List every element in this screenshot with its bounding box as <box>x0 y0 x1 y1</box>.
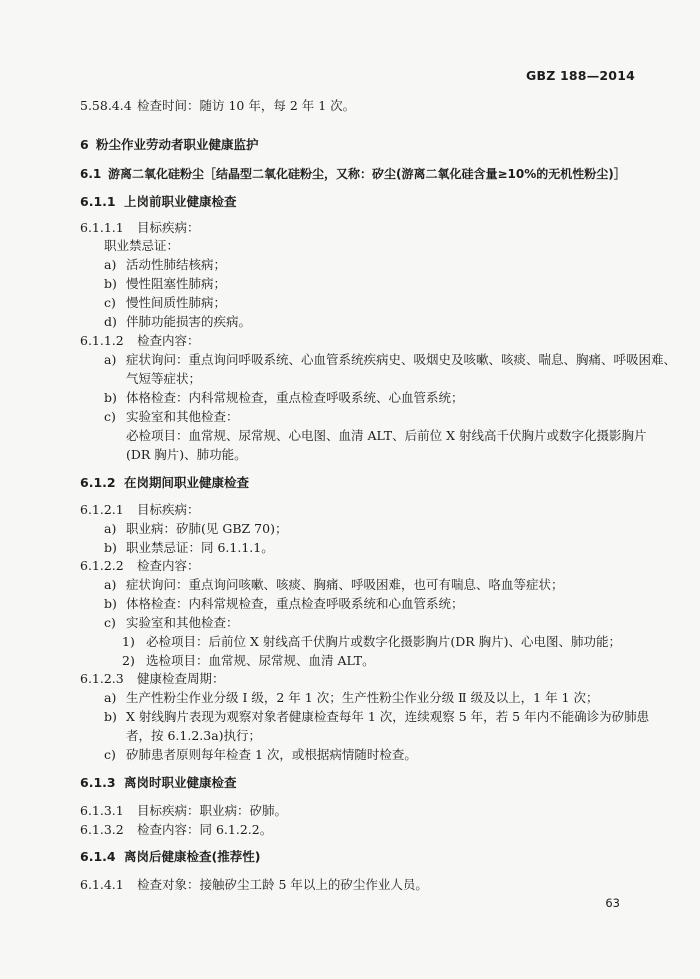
list-item <box>122 653 375 669</box>
clause-text: 上岗前职业健康检查 <box>124 194 237 209</box>
clause-text: 检查内容： <box>137 558 200 573</box>
list-item <box>104 690 598 706</box>
item-text: 职业病：矽肺(见 GBZ 70)； <box>126 521 288 536</box>
text-line <box>80 877 428 893</box>
item-marker: 2) <box>122 653 135 668</box>
clause-text: 离岗后健康检查(推荐性) <box>124 849 261 864</box>
clause-text: 检查内容：同 6.1.2.2。 <box>137 822 273 837</box>
item-marker: c) <box>104 615 116 630</box>
item-marker: b) <box>104 540 117 555</box>
list-item <box>104 596 464 612</box>
item-text: (DR 胸片)、肺功能。 <box>126 447 247 462</box>
item-text: 必检项目：后前位 X 射线高千伏胸片或数字化摄影胸片(DR 胸片)、心电图、肺功能； <box>146 634 622 649</box>
clause-number: 6.1.3.2 <box>80 822 124 837</box>
item-marker: a) <box>104 521 117 536</box>
item-text: 症状询问：重点询问呼吸系统、心血管系统疾病史、吸烟史及咳嗽、咳痰、喘息、胸痛、呼吸困难、 <box>126 352 677 367</box>
item-marker: b) <box>104 596 117 611</box>
text-line <box>80 822 272 838</box>
section-heading <box>80 849 260 865</box>
clause-text: 游离二氧化硅粉尘［结晶型二氧化硅粉尘，又称：矽尘(游离二氧化硅含量≥10%的无机性粉尘)］ <box>108 167 626 181</box>
list-item <box>122 634 621 650</box>
clause-text: 离岗时职业健康检查 <box>124 775 237 790</box>
clause-number: 6.1.2 <box>80 475 116 490</box>
list-item <box>104 615 239 631</box>
item-text: 活动性肺结核病； <box>126 257 227 272</box>
text-line <box>80 502 200 518</box>
list-item <box>104 409 239 425</box>
text-line <box>80 220 200 236</box>
section-heading <box>80 166 626 182</box>
item-text: 慢性阻塞性肺病； <box>126 276 227 291</box>
item-marker: b) <box>104 390 117 405</box>
text-line <box>126 428 646 444</box>
clause-number: 6.1.4.1 <box>80 877 124 892</box>
item-marker: a) <box>104 257 117 272</box>
clause-number: 6.1.4 <box>80 849 116 864</box>
clause-number: 6.1.2.3 <box>80 671 124 686</box>
text-line <box>80 803 287 819</box>
item-marker: 1) <box>122 634 135 649</box>
clause-text: 粉尘作业劳动者职业健康监护 <box>96 137 259 152</box>
clause-number: 6.1.2.2 <box>80 558 124 573</box>
clause-number: 6.1.3 <box>80 775 116 790</box>
text-line <box>80 333 200 349</box>
list-item <box>104 577 564 593</box>
section-heading <box>80 194 237 210</box>
item-marker: a) <box>104 352 117 367</box>
clause-text: 检查对象：接触矽尘工龄 5 年以上的矽尘作业人员。 <box>137 877 428 892</box>
item-text: 症状询问：重点询问咳嗽、咳痰、胸痛、呼吸困难，也可有喘息、咯血等症状； <box>126 577 564 592</box>
item-marker: a) <box>104 577 117 592</box>
item-text: 体格检查：内科常规检查，重点检查呼吸系统、心血管系统； <box>126 390 464 405</box>
text-line <box>126 728 261 744</box>
item-text: 伴肺功能损害的疾病。 <box>126 314 252 329</box>
item-text: 职业禁忌证：同 6.1.1.1。 <box>126 540 274 555</box>
item-text: 气短等症状； <box>126 371 202 386</box>
list-item <box>104 352 676 368</box>
clause-number: 6.1.1.1 <box>80 220 124 235</box>
clause-number: 6.1 <box>80 167 102 181</box>
list-item <box>104 390 464 406</box>
section-heading <box>80 775 237 791</box>
item-text: 慢性间质性肺病； <box>126 295 227 310</box>
item-marker: b) <box>104 276 117 291</box>
text-line <box>104 238 179 254</box>
list-item <box>104 521 287 537</box>
section-heading <box>80 475 249 491</box>
item-text: 实验室和其他检查： <box>126 615 239 630</box>
list-item <box>104 295 226 311</box>
text-line <box>80 671 225 687</box>
clause-number: 5.58.4.4 <box>80 98 132 113</box>
text-line <box>126 371 201 387</box>
document-code: GBZ 188—2014 <box>526 68 635 83</box>
clause-text: 目标疾病： <box>137 220 200 235</box>
section-heading <box>80 137 259 153</box>
clause-text: 目标疾病： <box>137 502 200 517</box>
clause-text: 健康检查周期： <box>137 671 225 686</box>
item-text: 矽肺患者原则每年检查 1 次，或根据病情随时检查。 <box>126 747 417 762</box>
list-item <box>104 276 226 292</box>
text-line <box>126 447 247 463</box>
item-text: X 射线胸片表现为观察对象者健康检查每年 1 次，连续观察 5 年，若 5 年内不能确诊为矽肺患 <box>126 709 650 724</box>
clause-number: 6.1.1.2 <box>80 333 124 348</box>
item-text: 实验室和其他检查： <box>126 409 239 424</box>
clause-number: 6.1.1 <box>80 194 116 209</box>
item-text: 体格检查：内科常规检查，重点检查呼吸系统和心血管系统； <box>126 596 464 611</box>
page-number: 63 <box>605 896 620 910</box>
item-marker: c) <box>104 295 116 310</box>
list-item <box>104 540 274 556</box>
clause-text: 在岗期间职业健康检查 <box>124 475 250 490</box>
clause-number: 6.1.3.1 <box>80 803 124 818</box>
clause-text: 检查时间：随访 10 年，每 2 年 1 次。 <box>137 98 356 113</box>
item-text: 生产性粉尘作业分级 Ⅰ 级，2 年 1 次；生产性粉尘作业分级 Ⅱ 级及以上，1 年 1 次； <box>126 690 599 705</box>
item-text: 必检项目：血常规、尿常规、心电图、血清 ALT、后前位 X 射线高千伏胸片或数字化摄影胸片 <box>126 428 647 443</box>
text-line <box>80 98 355 114</box>
list-item <box>104 709 649 725</box>
clause-number: 6.1.2.1 <box>80 502 124 517</box>
item-text: 选检项目：血常规、尿常规、血清 ALT。 <box>146 653 375 668</box>
item-marker: c) <box>104 747 116 762</box>
list-item <box>104 257 226 273</box>
item-marker: a) <box>104 690 117 705</box>
list-item <box>104 314 251 330</box>
clause-number: 6 <box>80 137 89 152</box>
text-line <box>80 558 200 574</box>
list-item <box>104 747 417 763</box>
clause-text: 目标疾病：职业病：矽肺。 <box>137 803 288 818</box>
item-marker: c) <box>104 409 116 424</box>
item-marker: b) <box>104 709 117 724</box>
item-marker: d) <box>104 314 117 329</box>
item-text: 者，按 6.1.2.3a)执行； <box>126 728 262 743</box>
clause-text: 检查内容： <box>137 333 200 348</box>
clause-text: 职业禁忌证： <box>104 238 180 253</box>
